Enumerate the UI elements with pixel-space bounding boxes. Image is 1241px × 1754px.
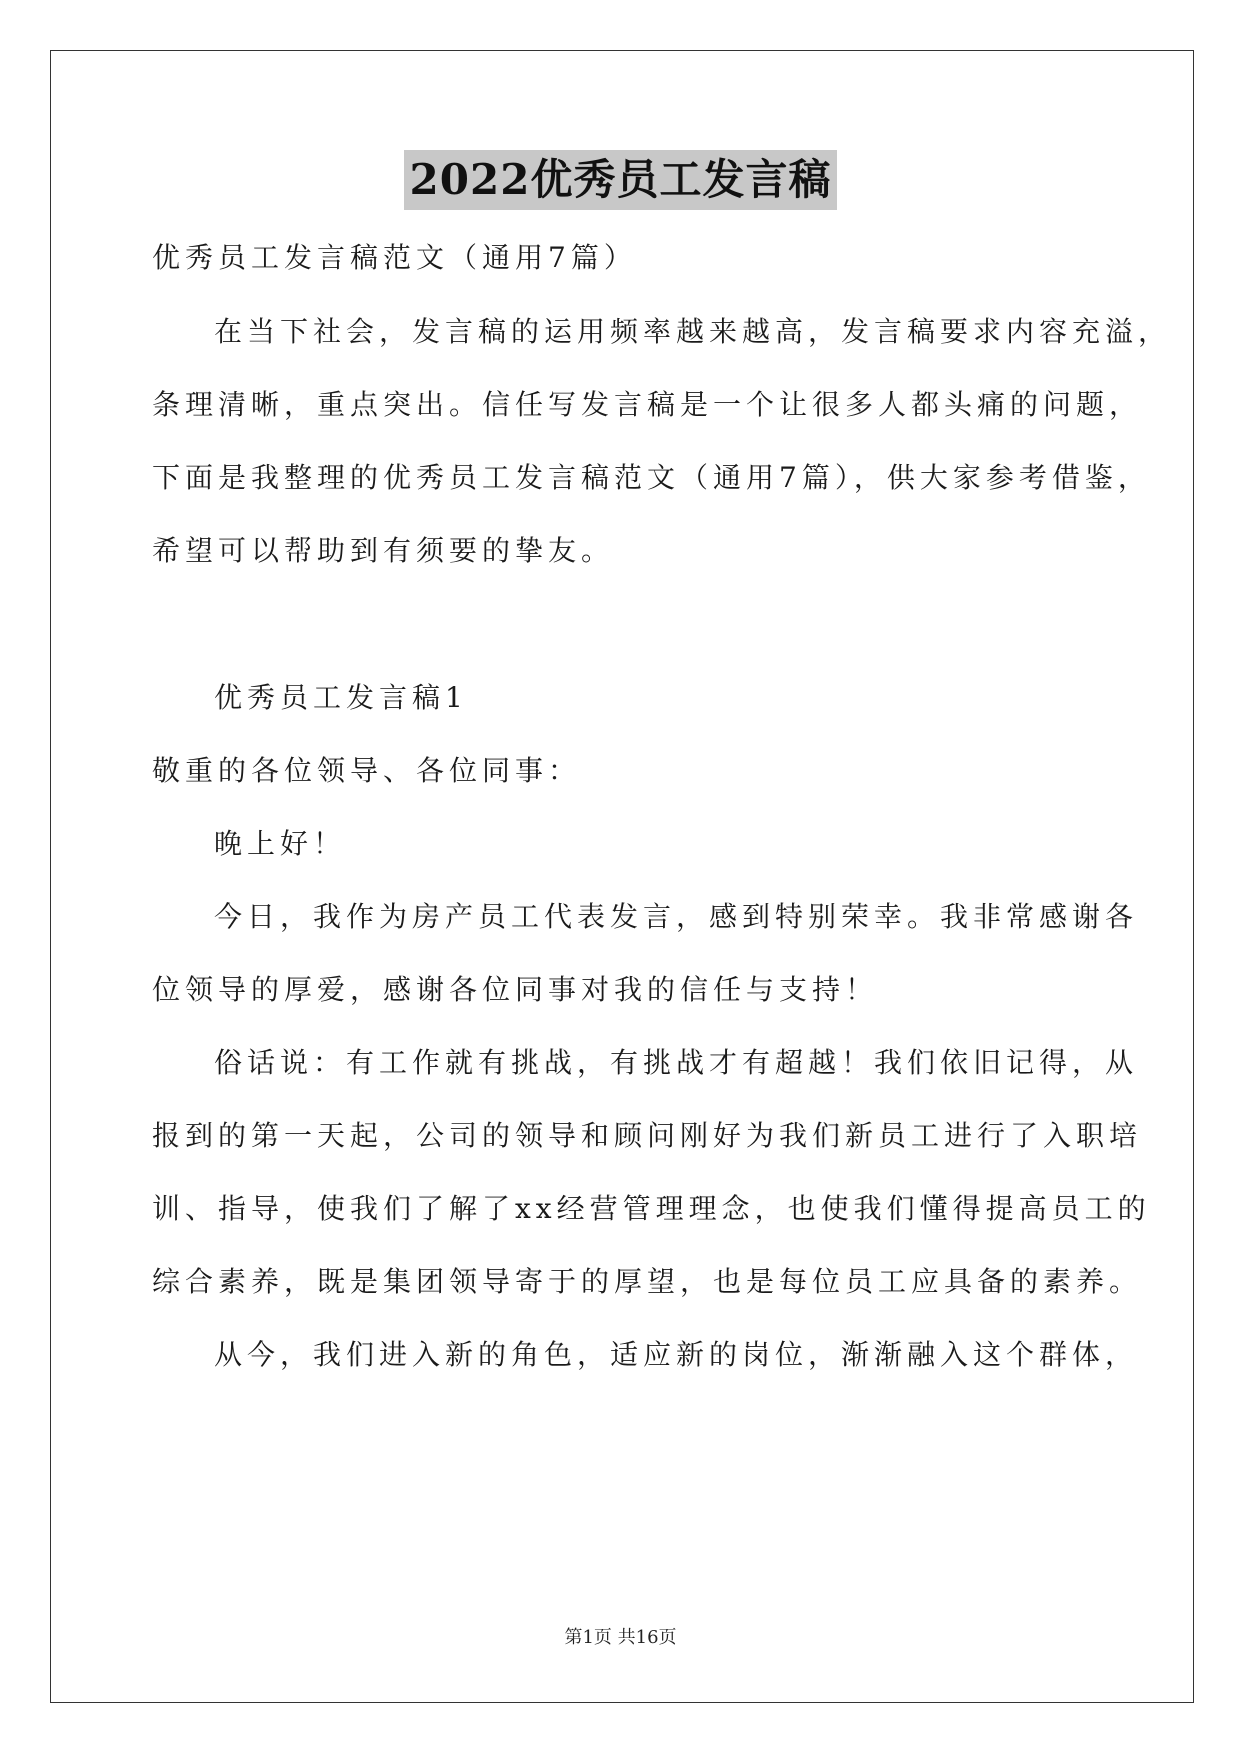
intro-line-1: 在当下社会，发言稿的运用频率越来越高，发言稿要求内容充溢， — [214, 315, 1172, 348]
page-number-footer: 第1页 共16页 — [564, 1627, 677, 1648]
body-line-7: 从今，我们进入新的角色，适应新的岗位，渐渐融入这个群体， — [214, 1338, 1139, 1371]
title-container — [0, 150, 1241, 210]
body-line-6: 综合素养，既是集团领导寄于的厚望，也是每位员工应具备的素养。 — [152, 1265, 1143, 1298]
subtitle: 优秀员工发言稿范文（通用7篇） — [152, 241, 637, 274]
document-title: 2022优秀员工发言稿 — [404, 150, 838, 210]
body-line-1: 今日，我作为房产员工代表发言，感到特别荣幸。我非常感谢各 — [214, 900, 1139, 933]
body-line-2: 位领导的厚爱，感谢各位同事对我的信任与支持！ — [152, 973, 879, 1006]
intro-line-3: 下面是我整理的优秀员工发言稿范文（通用7篇），供大家参考借鉴， — [152, 461, 1151, 494]
intro-line-4: 希望可以帮助到有须要的挚友。 — [152, 534, 615, 567]
body-line-5: 训、指导，使我们了解了xx经营管理理念，也使我们懂得提高员工的 — [152, 1192, 1151, 1225]
greeting: 晚上好！ — [214, 827, 347, 860]
page-border — [50, 50, 1194, 1703]
section-heading: 优秀员工发言稿1 — [214, 681, 468, 714]
salutation: 敬重的各位领导、各位同事： — [152, 754, 582, 787]
body-line-3: 俗话说：有工作就有挑战，有挑战才有超越！我们依旧记得，从 — [214, 1046, 1139, 1079]
intro-line-2: 条理清晰，重点突出。信任写发言稿是一个让很多人都头痛的问题， — [152, 388, 1143, 421]
body-line-4: 报到的第一天起，公司的领导和顾问刚好为我们新员工进行了入职培 — [152, 1119, 1143, 1152]
